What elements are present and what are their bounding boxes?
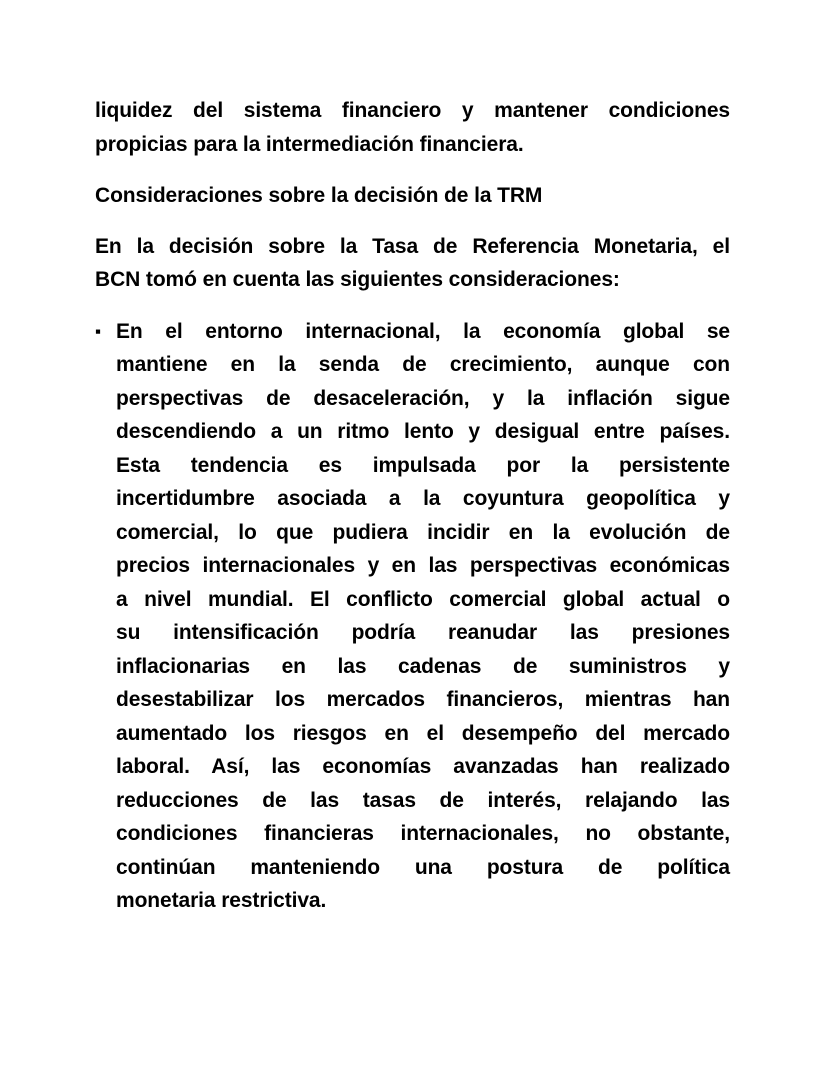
text-line: BCN tomó en cuenta las siguientes consideraciones: bbox=[95, 268, 620, 291]
text-line: condiciones financieras internacionales, no obstante, bbox=[116, 822, 730, 845]
text-line: laboral. Así, las economías avanzadas han realizado bbox=[116, 755, 730, 778]
text-line: inflacionarias en las cadenas de suministros y bbox=[116, 654, 730, 678]
section-heading-trm: Consideraciones sobre la decisión de la TRM bbox=[95, 184, 543, 207]
text-line: propicias para la intermediación financiera. bbox=[95, 132, 524, 156]
text-line: Esta tendencia es impulsada por la persistente bbox=[116, 453, 730, 477]
bullet-square-icon: ▪ bbox=[95, 321, 101, 341]
text-line: descendiendo a un ritmo lento y desigual entre países. bbox=[116, 420, 730, 443]
text-line: monetaria restrictiva. bbox=[116, 889, 327, 912]
text-line: mantiene en la senda de crecimiento, aunque con bbox=[116, 353, 730, 376]
bullet-item-international-environment bbox=[95, 315, 730, 918]
text-line: incertidumbre asociada a la coyuntura geopolítica y bbox=[116, 487, 730, 510]
text-line: a nivel mundial. El conflicto comercial global actual o bbox=[116, 587, 730, 611]
text-line: continúan manteniendo una postura de política bbox=[116, 855, 730, 879]
text-line: En la decisión sobre la Tasa de Referencia Monetaria, el bbox=[95, 234, 730, 258]
text-line: En el entorno internacional, la economía global se bbox=[116, 319, 730, 343]
paragraph-trm-intro bbox=[95, 230, 730, 297]
text-line: liquidez del sistema financiero y mantener condiciones bbox=[95, 99, 730, 122]
text-line: precios internacionales y en las perspectivas económicas bbox=[116, 554, 730, 577]
text-line: comercial, lo que pudiera incidir en la evolución de bbox=[116, 520, 730, 544]
paragraph-liquidity bbox=[95, 94, 730, 161]
bullet-item-text bbox=[116, 315, 730, 918]
text-line: perspectivas de desaceleración, y la inflación sigue bbox=[116, 386, 730, 410]
text-line: reducciones de las tasas de interés, relajando las bbox=[116, 788, 730, 812]
text-line: desestabilizar los mercados financieros, mientras han bbox=[116, 688, 730, 711]
text-line: aumentado los riesgos en el desempeño del mercado bbox=[116, 721, 730, 745]
text-line: su intensificación podría reanudar las presiones bbox=[116, 621, 730, 644]
